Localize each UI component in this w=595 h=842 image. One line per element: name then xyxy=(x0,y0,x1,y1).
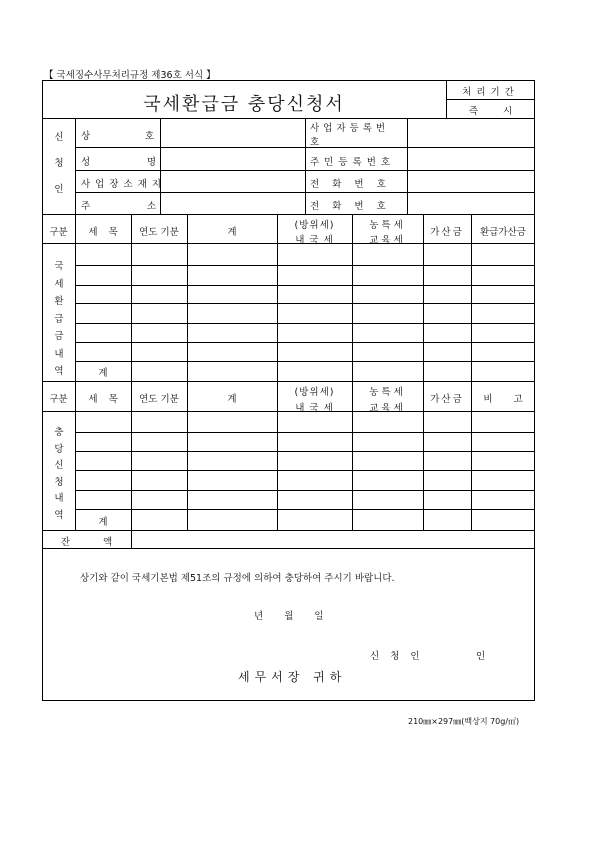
balance-label: 잔 액 xyxy=(60,537,113,548)
divider xyxy=(75,118,76,214)
grid-line xyxy=(131,381,132,530)
grid-line xyxy=(187,381,188,530)
col-domestic-tax: 내 국 세 xyxy=(295,403,334,414)
grid-line xyxy=(423,214,424,381)
col-defense-tax: (방위세) xyxy=(294,220,335,231)
paper-spec: 210㎜×297㎜(백상지 70g/㎡) xyxy=(408,717,520,726)
col-remarks: 비 고 xyxy=(483,394,523,405)
col-surcharge: 가산금 xyxy=(430,227,464,238)
offset-total-label: 계 xyxy=(98,517,108,528)
business-reg-label: 사업자등록번호 xyxy=(310,123,390,148)
refund-total-label: 계 xyxy=(98,368,108,379)
grid-line xyxy=(42,411,535,412)
grid-line xyxy=(75,214,76,381)
grid-line xyxy=(75,285,535,286)
divider xyxy=(75,147,535,148)
divider xyxy=(75,192,535,193)
processing-period-value: 즉 시 xyxy=(468,106,513,117)
resident-reg-label: 주민등록번호 xyxy=(310,157,396,168)
name-label: 성 명 xyxy=(81,157,156,168)
grid-line xyxy=(75,470,535,471)
grid-line xyxy=(75,361,535,362)
col-total: 계 xyxy=(227,227,237,238)
col-rural-tax: 농특세 xyxy=(369,387,406,398)
grid-line xyxy=(277,214,278,381)
workplace-label: 사업장소재지 xyxy=(81,179,167,190)
col-rural-tax: 농특세 xyxy=(369,220,406,231)
addressee: 세무서장 귀하 xyxy=(238,670,347,684)
col-surcharge: 가산금 xyxy=(430,394,464,405)
grid-line xyxy=(75,509,535,510)
col-category: 구분 xyxy=(49,227,68,238)
divider xyxy=(42,548,535,549)
grid-line xyxy=(75,303,535,304)
grid-line xyxy=(42,530,535,531)
grid-line xyxy=(423,381,424,530)
divider xyxy=(446,99,535,100)
trade-name-label: 상 호 xyxy=(81,131,156,142)
divider xyxy=(131,530,132,548)
divider xyxy=(407,118,408,214)
applicant-sign-label: 신 청 인 xyxy=(370,651,424,662)
col-year-period: 연도 기분 xyxy=(139,227,179,238)
col-tax-item: 세 목 xyxy=(88,394,118,405)
grid-line xyxy=(352,214,353,381)
grid-line xyxy=(42,381,535,382)
col-refund-interest: 환급가산금 xyxy=(480,227,526,238)
grid-line xyxy=(75,342,535,343)
grid-line xyxy=(277,381,278,530)
col-year-period: 연도 기분 xyxy=(139,394,179,405)
col-total: 계 xyxy=(227,394,237,405)
grid-line xyxy=(42,243,535,244)
grid-line xyxy=(75,381,76,530)
col-defense-tax: (방위세) xyxy=(294,387,335,398)
grid-line xyxy=(75,451,535,452)
divider xyxy=(42,118,535,119)
grid-line xyxy=(471,381,472,530)
refund-section-label: 국세환급금내역 xyxy=(54,261,64,377)
col-domestic-tax: 내 국 세 xyxy=(295,235,334,246)
col-tax-item: 세 목 xyxy=(88,227,118,238)
grid-line xyxy=(75,490,535,491)
statement-text: 상기와 같이 국세기본법 제51조의 규정에 의하여 충당하여 주시기 바랍니다. xyxy=(80,573,395,584)
divider xyxy=(42,214,535,215)
form-title: 국세환급금 충당신청서 xyxy=(143,94,345,115)
seal-mark: 인 xyxy=(476,651,486,662)
grid-line xyxy=(471,214,472,381)
grid-line xyxy=(352,381,353,530)
divider xyxy=(160,118,161,214)
phone-label: 전 화 번 호 xyxy=(310,201,386,212)
grid-line xyxy=(75,265,535,266)
grid-line xyxy=(75,323,535,324)
grid-line xyxy=(187,214,188,381)
applicant-section-label: 신청인 xyxy=(54,132,64,195)
divider xyxy=(75,170,535,171)
grid-line xyxy=(75,432,535,433)
col-category: 구분 xyxy=(49,394,68,405)
col-edu-tax: 교육세 xyxy=(369,403,406,414)
offset-section-label: 충당신청내역 xyxy=(54,427,64,521)
grid-line xyxy=(131,214,132,381)
address-label: 주 소 xyxy=(81,201,156,212)
form-caption: 【 국세징수사무처리규정 제36호 서식 】 xyxy=(44,70,216,81)
col-edu-tax: 교육세 xyxy=(369,235,406,246)
processing-period-label: 처리기간 xyxy=(462,87,519,98)
divider xyxy=(305,118,306,214)
date-line: 년 월 일 xyxy=(254,611,324,622)
phone-label: 전 화 번 호 xyxy=(310,179,386,190)
